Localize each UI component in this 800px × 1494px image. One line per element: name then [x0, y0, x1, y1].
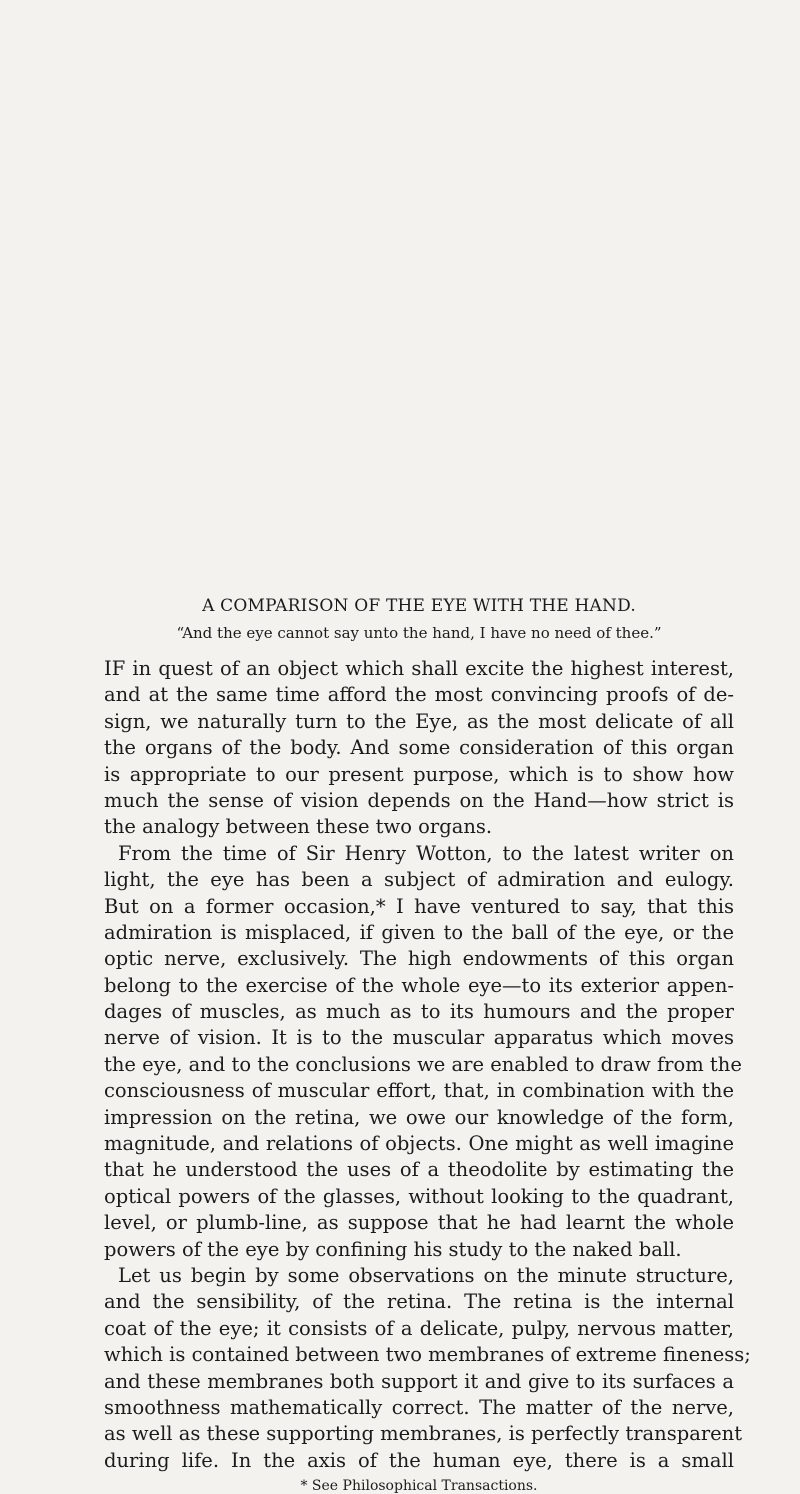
body-line: and these membranes both support it and give to its surfaces a	[104, 1369, 734, 1393]
body-line: dages of muscles, as much as to its humours and the proper	[104, 1000, 734, 1024]
body-line: the analogy between these two organs.	[104, 815, 493, 839]
body-line: optic nerve, exclusively. The high endowments of this organ	[104, 947, 734, 971]
body-line: much the sense of vision depends on the Hand—how strict is	[104, 788, 734, 812]
page-title: A COMPARISON OF THE EYE WITH THE HAND.	[202, 596, 636, 616]
body-line: powers of the eye by confining his study to the naked ball.	[104, 1237, 682, 1261]
body-line: the eye, and to the conclusions we are enabled to draw from the	[104, 1052, 742, 1076]
body-line: IF in quest of an object which shall excite the highest interest,	[104, 657, 734, 680]
body-line: light, the eye has been a subject of admiration and eulogy.	[104, 868, 734, 892]
body-line: as well as these supporting membranes, is perfectly transparent	[104, 1422, 743, 1446]
body-line: magnitude, and relations of objects. One might as well imagine	[104, 1132, 734, 1156]
body-line: and at the same time afford the most convincing proofs of de-	[104, 683, 734, 707]
body-line: consciousness of muscular effort, that, in combination with the	[104, 1079, 734, 1103]
body-line: which is contained between two membranes of extreme fineness;	[104, 1343, 751, 1367]
body-line: nerve of vision. It is to the muscular apparatus which moves	[104, 1026, 734, 1050]
body-line: smoothness mathematically correct. The matter of the nerve,	[104, 1395, 734, 1419]
body-line: sign, we naturally turn to the Eye, as the most delicate of all	[104, 709, 734, 733]
body-line: during life. In the axis of the human eye, there is a small	[104, 1448, 734, 1472]
body-line: optical powers of the glasses, without looking to the quadrant,	[104, 1184, 734, 1208]
body-line: level, or plumb-line, as suppose that he had learnt the whole	[104, 1211, 734, 1235]
page-text-block	[104, 596, 751, 1494]
epigraph: “And the eye cannot say unto the hand, I have no need of thee.”	[176, 624, 662, 642]
body-line: and the sensibility, of the retina. The retina is the internal	[104, 1290, 734, 1314]
body-line: is appropriate to our present purpose, which is to show how	[104, 762, 734, 786]
body-paragraphs	[104, 656, 751, 1474]
body-line: coat of the eye; it consists of a delicate, pulpy, nervous matter,	[104, 1316, 734, 1340]
body-line: impression on the retina, we owe our knowledge of the form,	[104, 1105, 734, 1129]
body-line: But on a former occasion,* I have ventured to say, that this	[104, 894, 734, 918]
footnote: * See Philosophical Transactions.	[300, 1478, 538, 1494]
body-line: that he understood the uses of a theodolite by estimating the	[104, 1158, 734, 1182]
body-line: belong to the exercise of the whole eye—to its exterior appen-	[104, 973, 734, 997]
body-line: the organs of the body. And some consideration of this organ	[104, 736, 734, 760]
body-line: Let us begin by some observations on the minute structure,	[118, 1263, 734, 1287]
body-line: From the time of Sir Henry Wotton, to the latest writer on	[118, 841, 734, 865]
body-line: admiration is misplaced, if given to the ball of the eye, or the	[104, 920, 734, 944]
